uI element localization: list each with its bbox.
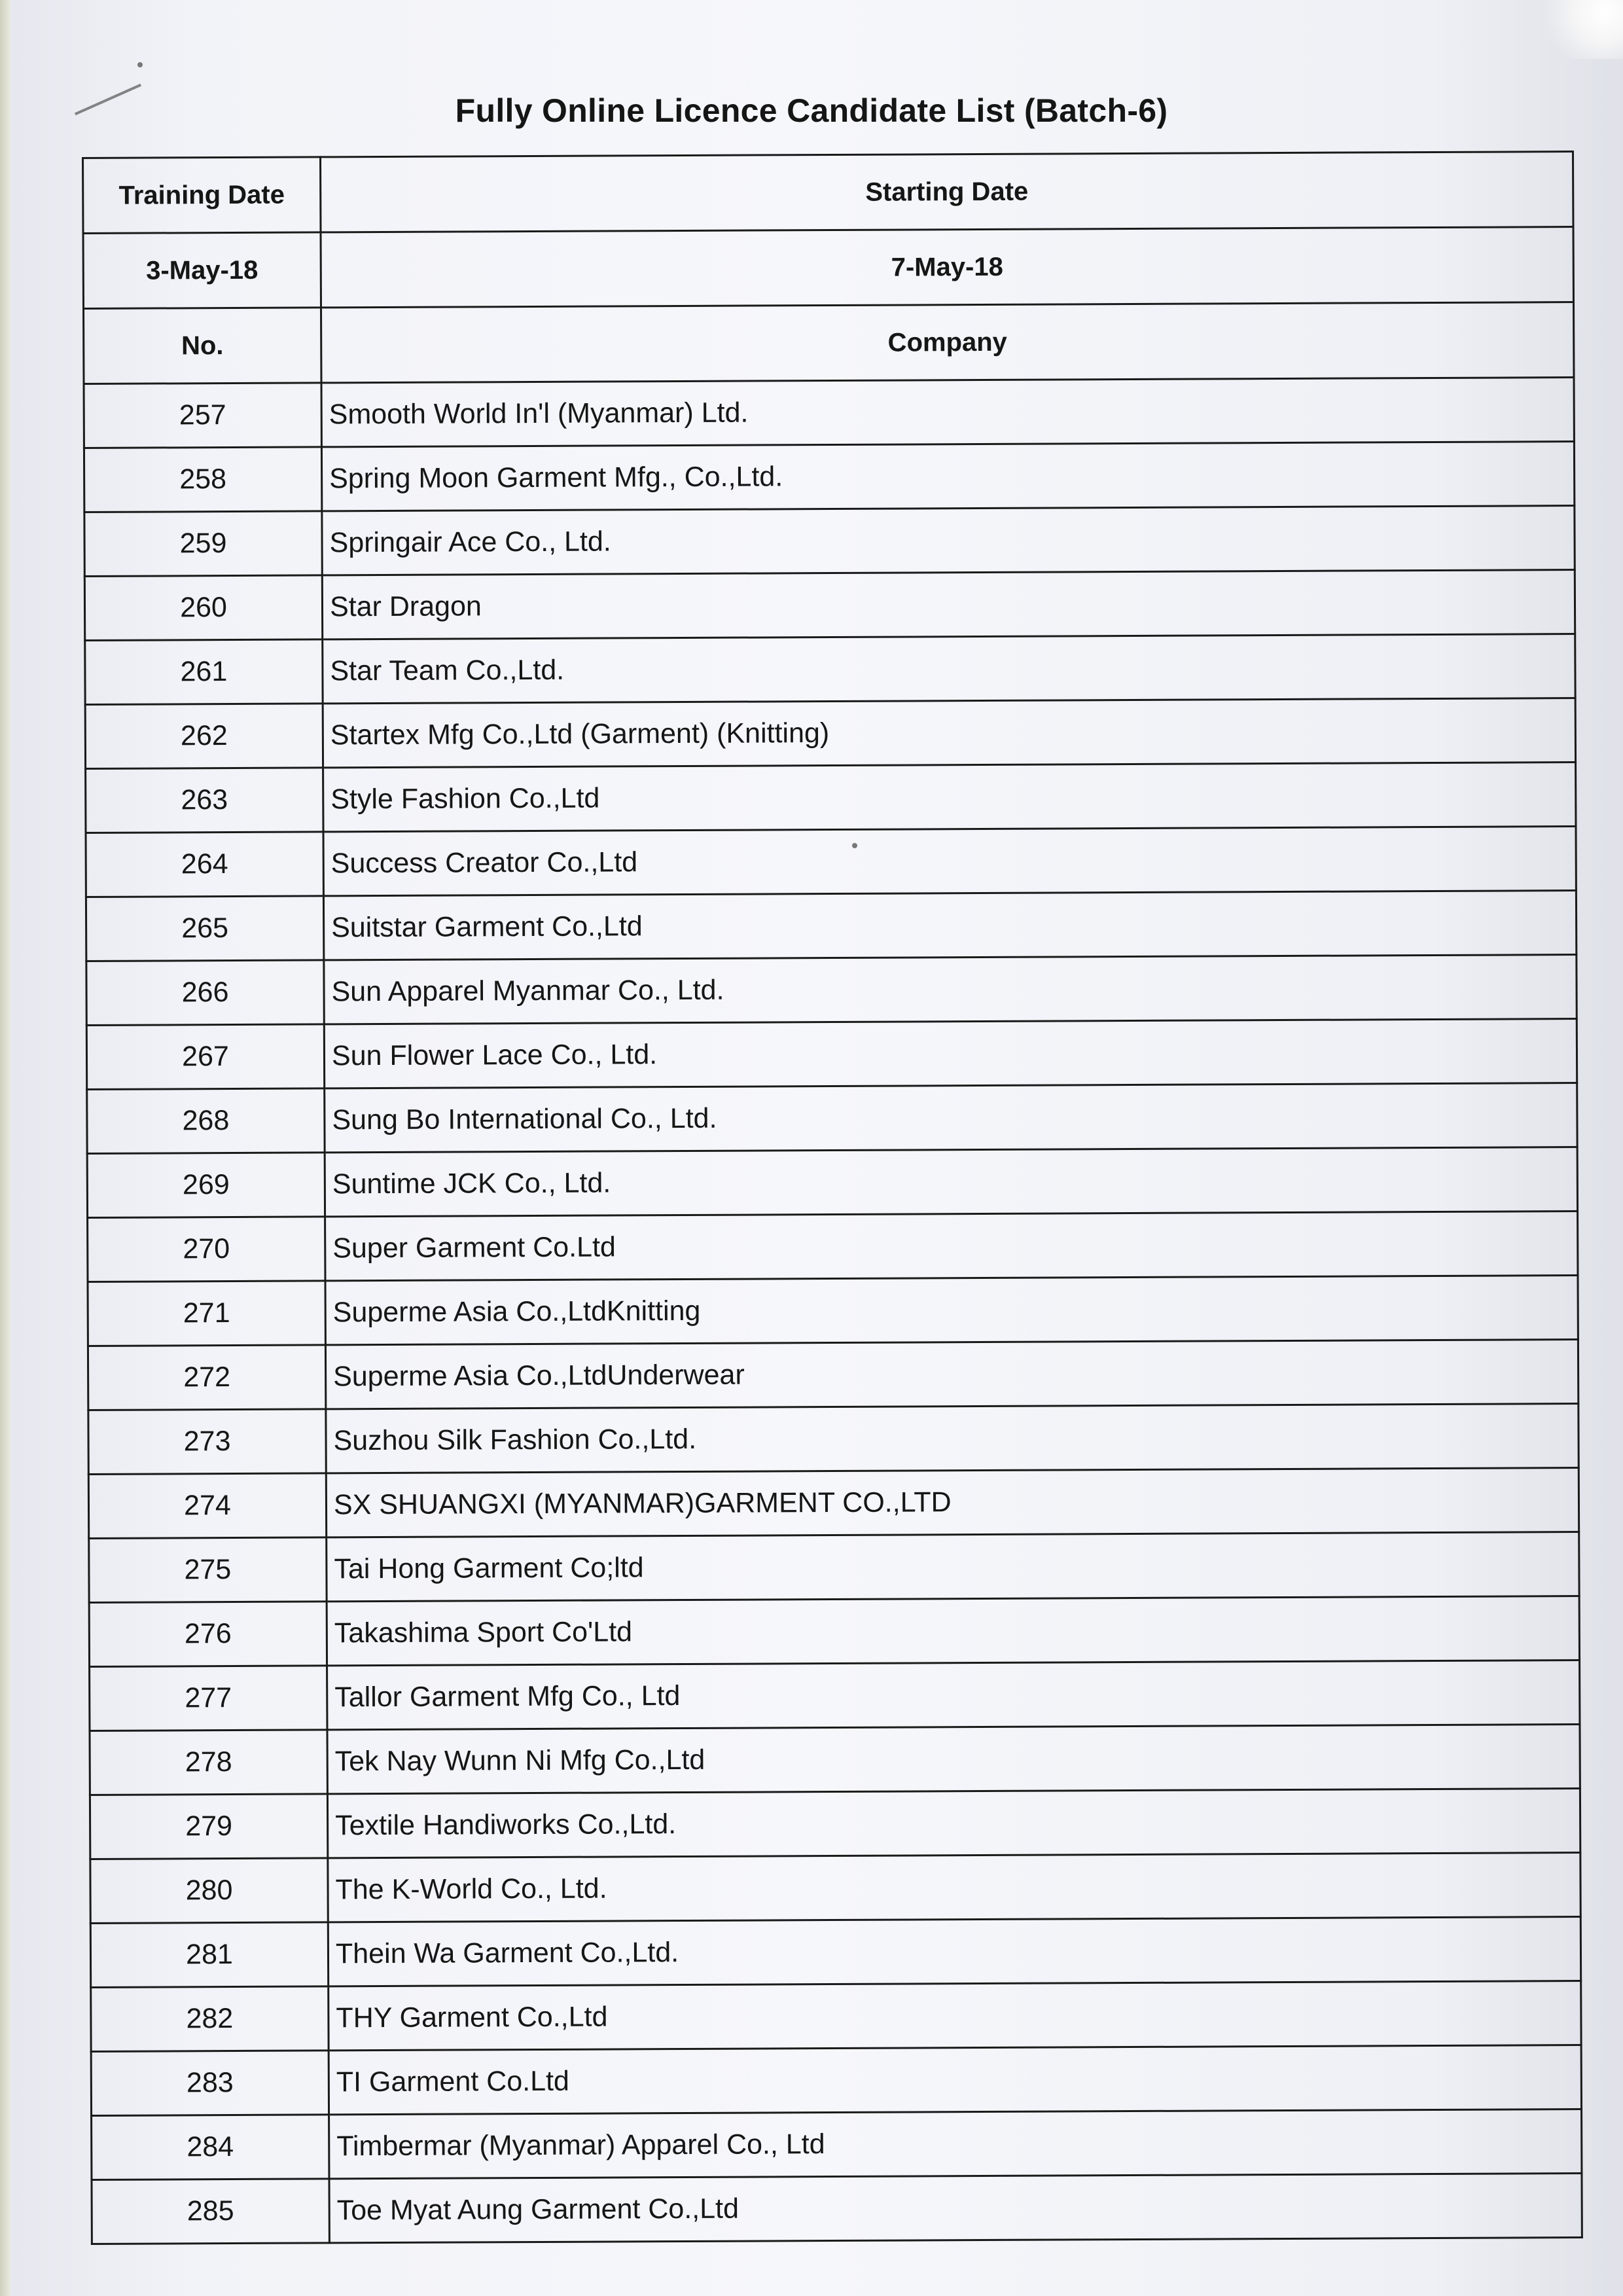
row-number: 285 xyxy=(92,2179,329,2244)
header-row-columns xyxy=(84,302,1574,384)
row-number: 284 xyxy=(92,2115,329,2180)
header-row-dates-values xyxy=(83,227,1573,309)
starting-date-value: 7-May-18 xyxy=(321,227,1573,308)
company-column-header: Company xyxy=(321,302,1574,383)
table-row xyxy=(90,1725,1580,1795)
company-name: Textile Handiworks Co.,Ltd. xyxy=(327,1789,1580,1858)
company-name: Tai Hong Garment Co;ltd xyxy=(327,1532,1579,1602)
table-row xyxy=(90,1853,1580,1924)
table-row xyxy=(88,1340,1578,1410)
table-row xyxy=(84,378,1574,448)
row-number: 275 xyxy=(89,1537,327,1603)
company-name: Sun Apparel Myanmar Co., Ltd. xyxy=(324,955,1577,1024)
table-row xyxy=(90,1917,1580,1988)
table-row xyxy=(92,2174,1582,2244)
row-number: 276 xyxy=(89,1602,327,1667)
row-number: 269 xyxy=(87,1153,325,1218)
table-row xyxy=(88,1211,1578,1282)
row-number: 283 xyxy=(91,2051,329,2116)
company-name: Suzhou Silk Fashion Co.,Ltd. xyxy=(326,1404,1578,1473)
row-number: 263 xyxy=(86,768,323,833)
candidate-table xyxy=(82,151,1583,2245)
row-number: 272 xyxy=(88,1345,325,1410)
table-row xyxy=(84,442,1574,512)
row-number: 258 xyxy=(84,447,321,512)
company-name: Timbermar (Myanmar) Apparel Co., Ltd xyxy=(329,2109,1582,2179)
company-name: The K-World Co., Ltd. xyxy=(328,1853,1580,1922)
company-name: Superme Asia Co.,LtdUnderwear xyxy=(325,1340,1578,1409)
paper-speck xyxy=(137,62,143,67)
company-name: Star Team Co.,Ltd. xyxy=(323,634,1575,704)
company-name: Superme Asia Co.,LtdKnitting xyxy=(325,1276,1578,1345)
no-column-header: No. xyxy=(84,308,321,384)
company-name: Success Creator Co.,Ltd xyxy=(323,827,1576,896)
table-row xyxy=(87,1147,1577,1218)
row-number: 260 xyxy=(84,575,322,641)
row-number: 274 xyxy=(88,1473,326,1539)
company-name: Springair Ace Co., Ltd. xyxy=(322,506,1575,575)
row-number: 271 xyxy=(88,1281,325,1346)
company-name: SX SHUANGXI (MYANMAR)GARMENT CO.,LTD xyxy=(326,1468,1578,1537)
row-number: 279 xyxy=(90,1794,327,1859)
company-name: Super Garment Co.Ltd xyxy=(325,1211,1578,1281)
table-row xyxy=(90,1660,1580,1731)
row-number: 261 xyxy=(85,639,323,705)
company-name: THY Garment Co.,Ltd xyxy=(329,1981,1581,2051)
company-name: Suntime JCK Co., Ltd. xyxy=(325,1147,1577,1217)
document-title: Fully Online Licence Candidate List (Batch-6) xyxy=(455,92,1168,129)
table-row xyxy=(84,570,1575,641)
row-number: 265 xyxy=(86,896,323,961)
table-row xyxy=(88,1468,1578,1539)
company-name: Smooth World In'l (Myanmar) Ltd. xyxy=(321,378,1574,447)
row-number: 257 xyxy=(84,383,321,448)
table-row xyxy=(86,955,1577,1026)
company-name: Tek Nay Wunn Ni Mfg Co.,Ltd xyxy=(327,1725,1580,1794)
paper-glare xyxy=(1531,0,1623,59)
table-row xyxy=(89,1532,1579,1603)
table-row xyxy=(89,1596,1579,1667)
company-name: TI Garment Co.Ltd xyxy=(329,2045,1581,2115)
table-row xyxy=(88,1276,1578,1346)
row-number: 266 xyxy=(86,960,324,1026)
company-name: Sung Bo International Co., Ltd. xyxy=(325,1083,1577,1153)
row-number: 277 xyxy=(90,1666,327,1731)
row-number: 273 xyxy=(88,1409,326,1475)
starting-date-label: Starting Date xyxy=(321,152,1573,232)
header-row-dates-labels xyxy=(83,152,1573,234)
table-row xyxy=(86,827,1576,897)
row-number: 270 xyxy=(88,1217,325,1282)
row-number: 282 xyxy=(91,1986,329,2052)
table-row xyxy=(90,1789,1580,1859)
row-number: 281 xyxy=(90,1922,328,1988)
company-name: Thein Wa Garment Co.,Ltd. xyxy=(328,1917,1580,1986)
row-number: 259 xyxy=(84,511,322,577)
table-row xyxy=(88,1404,1578,1475)
row-number: 268 xyxy=(87,1088,325,1154)
row-number: 267 xyxy=(86,1024,324,1090)
table-row xyxy=(91,2045,1581,2116)
table-row xyxy=(85,698,1575,769)
company-name: Startex Mfg Co.,Ltd (Garment) (Knitting) xyxy=(323,698,1575,768)
training-date-value: 3-May-18 xyxy=(83,232,321,309)
training-date-label: Training Date xyxy=(83,157,321,234)
table-row xyxy=(87,1083,1577,1154)
table-row xyxy=(86,1019,1577,1090)
row-number: 262 xyxy=(85,704,323,769)
row-number: 264 xyxy=(86,832,323,897)
table-row xyxy=(92,2109,1582,2180)
table-row xyxy=(91,1981,1581,2052)
company-name: Spring Moon Garment Mfg., Co.,Ltd. xyxy=(321,442,1574,511)
company-name: Sun Flower Lace Co., Ltd. xyxy=(324,1019,1577,1088)
table-row xyxy=(86,762,1576,833)
company-name: Tallor Garment Mfg Co., Ltd xyxy=(327,1660,1580,1730)
paper-left-edge xyxy=(0,0,10,2296)
row-number: 278 xyxy=(90,1730,327,1795)
company-name: Style Fashion Co.,Ltd xyxy=(323,762,1576,832)
company-name: Star Dragon xyxy=(322,570,1575,639)
company-name: Toe Myat Aung Garment Co.,Ltd xyxy=(329,2174,1582,2243)
table-row xyxy=(85,634,1575,705)
company-name: Takashima Sport Co'Ltd xyxy=(327,1596,1579,1666)
table-row xyxy=(84,506,1575,577)
company-name: Suitstar Garment Co.,Ltd xyxy=(323,891,1576,960)
table-row xyxy=(86,891,1576,961)
row-number: 280 xyxy=(90,1858,328,1924)
